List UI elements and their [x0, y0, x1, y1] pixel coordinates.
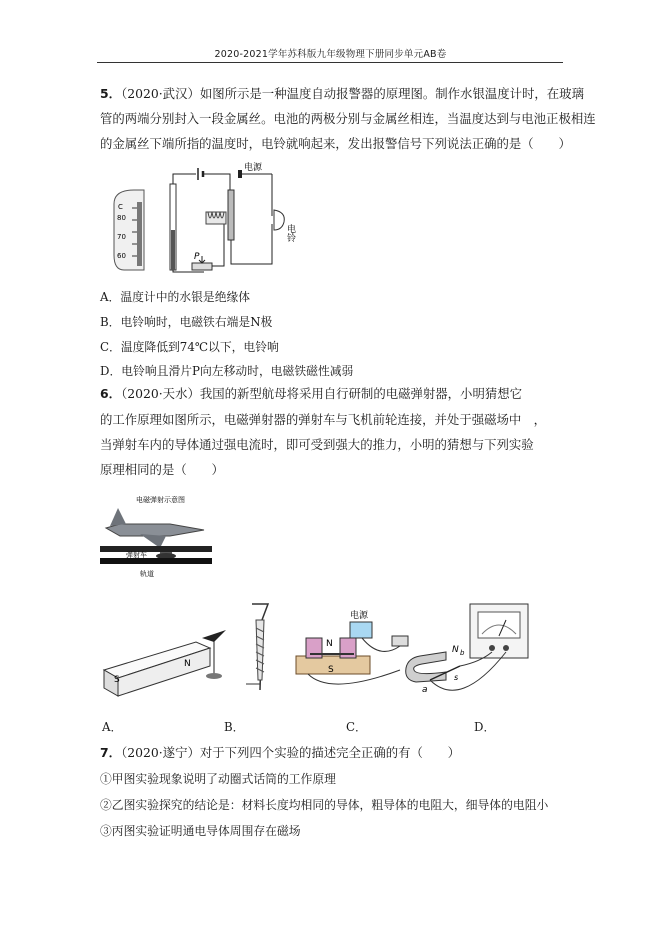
d-label-a: a — [422, 685, 428, 695]
choice-d-figure — [406, 604, 528, 695]
scale-80: 80 — [117, 214, 126, 222]
q5-text-2: 管的两端分别封入一段金属丝。电池的两极分别与金属丝相连，当温度达到与电池正极相连 — [100, 111, 596, 126]
armature — [228, 190, 234, 240]
q5-option-b: B．电铃响时，电磁铁右端是N极 — [100, 315, 273, 329]
rheostat — [192, 263, 212, 270]
q5-alarm-figure — [104, 160, 324, 280]
choice-a-figure — [104, 630, 226, 696]
q7-text: （2020·遂宁）对于下列四个实验的描述完全正确的有（ ） — [121, 745, 461, 760]
compass-needle — [202, 630, 226, 642]
q7-item-3: ③丙图实验证明通电导体周围存在磁场 — [100, 824, 301, 838]
slider-label-p: P — [194, 252, 200, 262]
bell-icon — [274, 210, 284, 230]
power-label: 电源 — [244, 163, 263, 173]
q5-text-1: （2020·武汉）如图所示是一种温度自动报警器的原理图。制作水银温度计时，在玻璃 — [121, 86, 584, 101]
q6-catapult-figure — [100, 490, 220, 590]
scale-unit: C — [118, 203, 123, 211]
power-box — [350, 622, 372, 638]
q5-line-1 — [100, 86, 584, 102]
q6-choice-figures — [100, 600, 540, 710]
bell-label: 电铃 — [285, 224, 295, 242]
d-label-s: s — [454, 673, 459, 682]
track-label: 轨道 — [140, 570, 154, 578]
motor-s: S — [328, 665, 334, 675]
scale-70: 70 — [117, 233, 126, 241]
q6-choice-b: B． — [224, 720, 245, 734]
scale-60: 60 — [117, 252, 126, 260]
q5-option-a: A．温度计中的水银是绝缘体 — [100, 290, 251, 304]
q6-text-2: 的工作原理如图所示，电磁弹射器的弹射车与飞机前轮连接，并处于强磁场中 ， — [100, 412, 547, 427]
q7-line-1 — [100, 745, 460, 761]
header-rule — [97, 62, 563, 63]
magnet-s: S — [114, 675, 120, 685]
q7-item-2: ②乙图实验探究的结论是：材料长度均相同的导体，粗导体的电阻大，细导体的电阻小 — [100, 798, 549, 812]
q6-text-3: 当弹射车内的导体通过强电流时，即可受到强大的推力，小明的猜想与下列实验 — [100, 437, 534, 452]
horseshoe-magnet — [406, 652, 446, 682]
q5-option-d: D．电铃响且滑片P向左移动时，电磁铁磁性减弱 — [100, 364, 354, 378]
catapult-title: 电磁弹射示意图 — [136, 496, 185, 504]
magnet-n: N — [184, 659, 191, 669]
choice-b-figure — [246, 604, 268, 690]
q6-number: 6． — [100, 386, 122, 401]
q6-choice-c: C． — [346, 720, 367, 734]
d-label-n: N — [452, 645, 459, 655]
q6-text-4: 原理相同的是（ ） — [100, 462, 224, 477]
cart-label: 弹射车 — [126, 551, 147, 559]
q6-choice-a: A． — [102, 720, 123, 734]
track — [100, 558, 212, 564]
deck — [100, 546, 212, 552]
d-label-b: b — [460, 649, 465, 657]
page-header: 2020-2021学年苏科版九年级物理下册同步单元AB卷 — [214, 49, 447, 60]
q5-number: 5． — [100, 86, 122, 101]
q6-line-1 — [100, 386, 522, 402]
mercury-column — [137, 202, 142, 266]
motor-n: N — [326, 639, 333, 649]
q5-text-3: 的金属丝下端所指的温度时，电铃就响起来，发出报警信号下列说法正确的是（ ） — [100, 136, 571, 151]
q7-item-1: ①甲图实验现象说明了动圈式话筒的工作原理 — [100, 772, 336, 786]
q5-option-c: C．温度降低到74℃以下，电铃响 — [100, 340, 279, 354]
jet-icon — [106, 524, 204, 536]
q6-text-1: （2020·天水）我国的新型航母将采用自行研制的电磁弹射器，小明猜想它 — [121, 386, 523, 401]
choice-c-power: 电源 — [350, 611, 369, 621]
choice-c-figure — [296, 609, 408, 684]
q6-choice-d: D． — [474, 720, 496, 734]
q7-number: 7． — [100, 745, 122, 760]
switch — [392, 636, 408, 646]
